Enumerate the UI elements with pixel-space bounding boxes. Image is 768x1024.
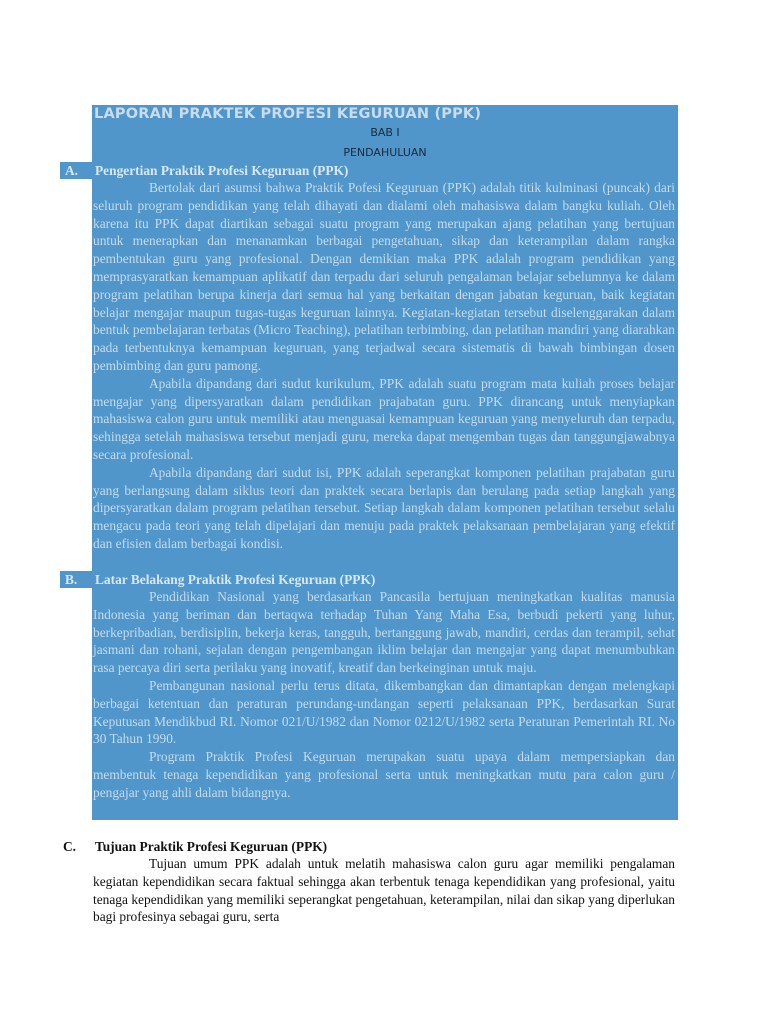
- paragraph: Bertolak dari asumsi bahwa Praktik Pofesi Keguruan (PPK) adalah titik kulminasi (puncak) dari seluruh program pendidikan yang telah dihayati dan dialami oleh mahasiswa dalam bangku kuliah. Oleh karena itu PPK dapat diartikan sebagai suatu program yang merupakan ajang pelatihan yang bertujuan untuk menerapkan dan menanamkan berbagai pengetahuan, sikap dan keterampilan dalam rangka pembentukan guru yang profesional. Dengan demikian maka PPK adalah program pendidikan yang memprasyaratkan kemampuan aplikatif dan terpadu dari seluruh pengalaman belajar sebelumnya ke dalam program pelatihan berupa kinerja dari semua hal yang berkaitan dengan jabatan keguruan, baik kegiatan belajar mengajar maupun tugas-tugas keguruan lainnya. Kegiatan-kegiatan tersebut diselenggarakan dalam bentuk pembelajaran terbatas (Micro Teaching), pelatihan terbimbing, dan pelatihan mandiri yang diarahkan pada terbentuknya kemampuan keguruan, yang terjadwal secara sistematis di bawah bimbingan dosen pembimbing dan guru pamong.: [93, 180, 675, 373]
- chapter-label: BAB I: [370, 126, 400, 139]
- section-heading-a: [63, 162, 678, 179]
- paragraph: Apabila dipandang dari sudut isi, PPK adalah seperangkat komponen pelatihan prajabatan guru yang berlangsung dalam siklus teori dan praktek secara berlapis dan berulang pada setiap langkah yang dipersyaratkan dalam program pelatihan tersebut. Setiap langkah dalam komponen pelatihan tersebut selalu mengacu pada teori yang telah dipelajari dan menuju pada praktek pelaksanaan pembelajaran yang efektif dan efisien dalam berbagai kondisi.: [93, 464, 675, 551]
- paragraph: Pembangunan nasional perlu terus ditata, dikembangkan dan dimantapkan dengan melengkapi berbagai ketentuan dan peraturan perundang-undangan seperti pelaksanaan PPK, berdasarkan Surat Keputusan Mendikbud RI. Nomor 021/U/1982 dan Nomor 0212/U/1982 serta Peraturan Pemerintah RI. No 30 Tahun 1990.: [93, 677, 675, 747]
- section-body-a: [93, 179, 675, 553]
- paragraph: Apabila dipandang dari sudut kurikulum, PPK adalah suatu program mata kuliah proses belajar mengajar yang dipersyaratkan dalam pendidikan prajabatan guru. PPK dirancang untuk menyiapkan mahasiswa calon guru untuk memiliki atau menguasai kemampuan keguruan yang menyeluruh dan terpadu, sehingga setelah mahasiswa tersebut menjadi guru, mereka dapat mengemban tugas dan tanggungjawabnya secara profesional.: [93, 375, 675, 462]
- section-letter: C.: [63, 839, 77, 854]
- paragraph: Pendidikan Nasional yang berdasarkan Pancasila bertujuan meningkatkan kualitas manusia Indonesia yang beriman dan bertaqwa terhadap Tuhan Yang Maha Esa, berbudi pekerti yang luhur, berkepribadian, berdisiplin, bekerja keras, tangguh, bertanggung jawab, mandiri, cerdas dan terampil, sehat jasmani dan rohani, sejalan dengan pengembangan iklim belajar dan mengajar yang dapat menumbuhkan rasa percaya diri serta perilaku yang inovatif, kreatif dan berkeinginan untuk maju.: [93, 589, 675, 676]
- section-body-c: [93, 855, 675, 926]
- document-title: LAPORAN PRAKTEK PROFESI KEGURUAN (PPK): [94, 106, 482, 122]
- section-heading-c: [63, 838, 678, 855]
- paragraph: Program Praktik Profesi Keguruan merupakan suatu upaya dalam mempersiapkan dan membentuk tenaga kependidikan yang profesional serta untuk meningkatkan mutu para calon guru / pengajar yang ahli dalam bidangnya.: [93, 749, 675, 800]
- section-title: Latar Belakang Praktik Profesi Keguruan (PPK): [95, 572, 376, 587]
- section-letter: B.: [63, 571, 95, 588]
- section-letter: A.: [63, 162, 95, 179]
- section-title: Pengertian Praktik Profesi Keguruan (PPK): [95, 163, 349, 178]
- paragraph: Tujuan umum PPK adalah untuk melatih mahasiswa calon guru agar memiliki pengalaman kegiatan kependidikan secara faktual sehingga akan terbentuk tenaga kependidikan yang profesional, yaitu tenaga kependidikan yang memiliki seperangkat pengetahuan, keterampilan, nilai dan sikap yang diperlukan bagi profesinya sebagai guru, serta: [93, 856, 675, 925]
- section-body-b: [93, 588, 675, 802]
- chapter-title: PENDAHULUAN: [343, 146, 427, 159]
- section-title: Tujuan Praktik Profesi Keguruan (PPK): [95, 839, 328, 854]
- section-heading-b: [63, 571, 678, 588]
